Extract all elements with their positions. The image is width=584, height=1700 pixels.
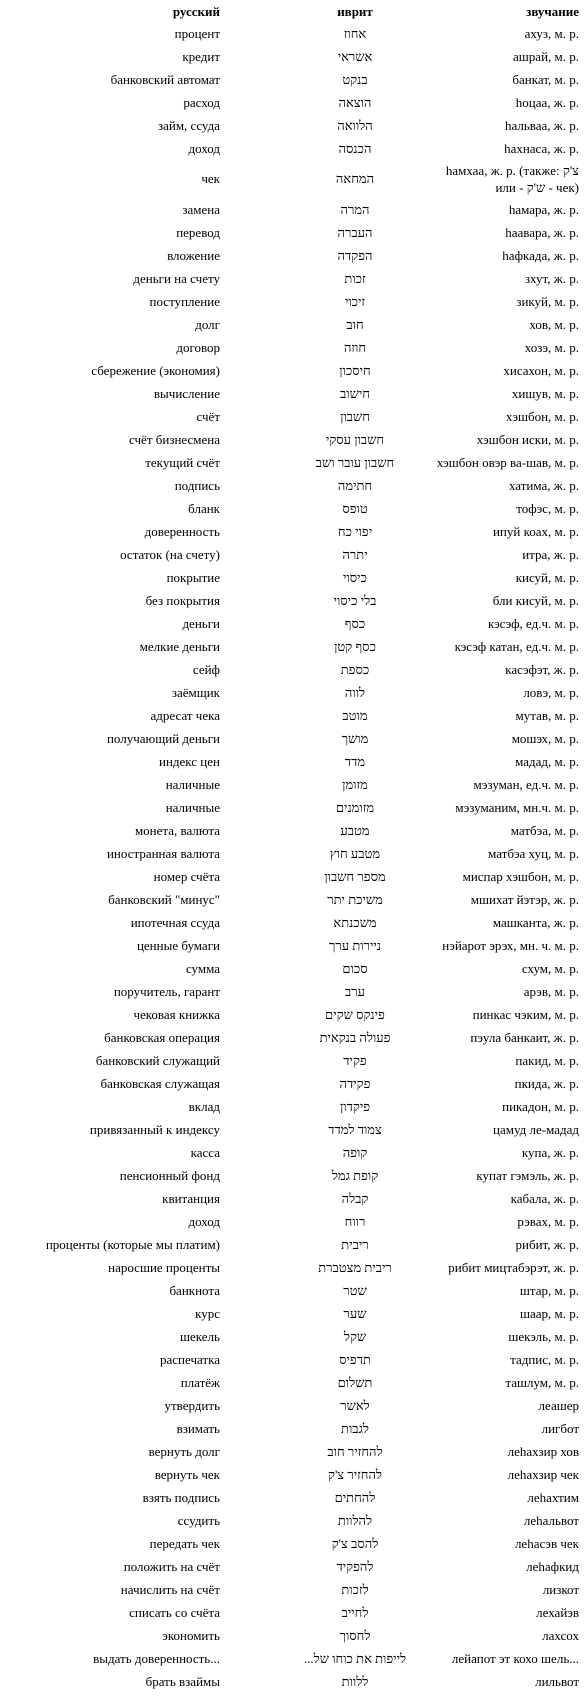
table-row — [0, 750, 584, 773]
hebrew-word: יתרה — [342, 546, 368, 562]
transcription: мутав, м. р. — [515, 707, 579, 723]
russian-word: банковская служащая — [100, 1075, 220, 1091]
russian-word: платёж — [180, 1374, 220, 1390]
transcription: матбэа, м. р. — [510, 822, 579, 838]
transcription: машканта, ж. р. — [492, 914, 579, 930]
table-row — [0, 160, 584, 198]
russian-word: доход — [188, 140, 220, 156]
russian-word: чековая книжка — [133, 1006, 220, 1022]
table-row — [0, 612, 584, 635]
transcription: бли кисуй, м. р. — [492, 592, 579, 608]
table-row — [0, 114, 584, 137]
hebrew-word: הכנסה — [338, 140, 372, 156]
table-row — [0, 1164, 584, 1187]
hebrew-word: לאשר — [340, 1397, 370, 1413]
russian-word: пенсионный фонд — [119, 1167, 220, 1183]
transcription: купа, ж. р. — [521, 1144, 579, 1160]
russian-word: передать чек — [149, 1535, 220, 1551]
russian-word: вернуть чек — [154, 1466, 220, 1482]
table-row — [0, 980, 584, 1003]
table-row — [0, 1670, 584, 1693]
hebrew-word: מזומנים — [335, 799, 375, 815]
table-row — [0, 1417, 584, 1440]
transcription: миспар хэшбон, м. р. — [462, 868, 579, 884]
hebrew-word: חיסכון — [339, 362, 371, 378]
russian-word: положить на счёт — [123, 1558, 220, 1574]
russian-word: покрытие — [166, 569, 220, 585]
transcription: тадпис, м. р. — [510, 1351, 579, 1367]
transcription: лейапот эт кохо шель... — [451, 1650, 579, 1666]
transcription: ташлум, м. р. — [505, 1374, 579, 1390]
hebrew-word: כסף קטן — [334, 638, 376, 654]
transcription: банкат, м. р. — [512, 71, 579, 87]
russian-word: наличные — [165, 776, 220, 792]
table-row — [0, 1647, 584, 1670]
hebrew-word: לזכות — [341, 1581, 369, 1597]
transcription: штар, м. р. — [519, 1282, 579, 1298]
hebrew-word: שקל — [343, 1328, 367, 1344]
russian-word: взять подпись — [142, 1489, 220, 1505]
table-row — [0, 520, 584, 543]
transcription: хэшбон, м. р. — [506, 408, 579, 424]
hebrew-word: תדפיס — [339, 1351, 371, 1367]
hebrew-word: רווח — [344, 1213, 366, 1229]
hebrew-word: קופה — [342, 1144, 368, 1160]
table-row — [0, 727, 584, 750]
russian-word: вычисление — [153, 385, 220, 401]
hebrew-word: משיכת יתר — [327, 891, 383, 907]
transcription: пикадон, м. р. — [502, 1098, 579, 1114]
transcription: hальваа, ж. р. — [504, 117, 579, 133]
table-row — [0, 359, 584, 382]
hebrew-word: המחאה — [335, 171, 375, 186]
russian-word: заёмщик — [171, 684, 220, 700]
hebrew-word: לווה — [344, 684, 366, 700]
transcription: кисуй, м. р. — [515, 569, 579, 585]
hebrew-word: כסף — [344, 615, 366, 631]
transcription: лильвот — [535, 1673, 579, 1689]
table-row — [0, 566, 584, 589]
hebrew-word: לחסוך — [339, 1627, 371, 1643]
russian-word: индекс цен — [159, 753, 220, 769]
transcription: hамхаа, ж. р. (также: צ'ק или - ש'ק - чек) — [445, 163, 579, 195]
russian-word: деньги на счету — [133, 270, 220, 286]
table-row — [0, 957, 584, 980]
hebrew-word: ערב — [345, 983, 366, 999]
hebrew-word: העברה — [337, 224, 373, 240]
russian-word: наросшие проценты — [108, 1259, 220, 1275]
table-row — [0, 1095, 584, 1118]
transcription: hафкада, ж. р. — [502, 247, 579, 263]
table-row — [0, 934, 584, 957]
transcription: ашрай, м. р. — [513, 48, 579, 64]
table-row — [0, 1509, 584, 1532]
transcription: леhальвот — [523, 1512, 579, 1528]
hebrew-word: פקיד — [343, 1052, 367, 1068]
table-row — [0, 1187, 584, 1210]
table-row — [0, 1003, 584, 1026]
russian-word: ценные бумаги — [136, 937, 220, 953]
header-transcription: звучание — [526, 4, 579, 19]
transcription: цамуд ле-мадад — [493, 1121, 579, 1137]
russian-word: начислить на счёт — [120, 1581, 220, 1597]
transcription: итра, ж. р. — [522, 546, 579, 562]
table-row — [0, 796, 584, 819]
hebrew-word: המרה — [340, 201, 370, 217]
russian-word: кредит — [182, 48, 220, 64]
hebrew-word: להחזיר צ'ק — [327, 1466, 383, 1482]
russian-word: касса — [190, 1144, 220, 1160]
russian-word: ссудить — [177, 1512, 220, 1528]
russian-word: брать взаймы — [145, 1673, 220, 1689]
transcription: кэсэф катан, ед.ч. м. р. — [454, 638, 579, 654]
table-row — [0, 819, 584, 842]
table-row — [0, 658, 584, 681]
hebrew-word: תשלום — [337, 1374, 373, 1390]
hebrew-word: מטבע — [340, 822, 370, 838]
transcription: кэсэф, ед.ч. м. р. — [487, 615, 579, 631]
russian-word: выдать доверенность... — [93, 1650, 220, 1666]
hebrew-word: חוב — [346, 316, 364, 332]
russian-word: счёт бизнесмена — [129, 431, 220, 447]
hebrew-word: מושך — [341, 730, 369, 746]
transcription: леhахтим — [527, 1489, 579, 1505]
russian-word: деньги — [182, 615, 220, 631]
transcription: леhафкид — [526, 1558, 579, 1574]
table-row — [0, 1118, 584, 1141]
transcription: пакид, м. р. — [515, 1052, 579, 1068]
hebrew-word: להחזיר חוב — [327, 1443, 383, 1459]
russian-word: займ, ссуда — [157, 117, 220, 133]
russian-word: банковский автомат — [110, 71, 220, 87]
russian-word: монета, валюта — [134, 822, 220, 838]
russian-word: остаток (на счету) — [120, 546, 220, 562]
hebrew-word: כיסוי — [343, 569, 367, 585]
hebrew-word: זיכוי — [344, 293, 366, 309]
transcription: зикуй, м. р. — [516, 293, 579, 309]
table-row — [0, 313, 584, 336]
transcription: леашер — [538, 1397, 579, 1413]
hebrew-word: אחוז — [343, 25, 367, 41]
russian-word: банковский "минус" — [108, 891, 220, 907]
russian-word: бланк — [188, 500, 220, 516]
russian-word: сбережение (экономия) — [91, 362, 220, 378]
russian-word: договор — [176, 339, 220, 355]
transcription: схум, м. р. — [521, 960, 579, 976]
russian-word: адресат чека — [150, 707, 220, 723]
transcription: хов, м. р. — [529, 316, 579, 332]
transcription: мэзуман, ед.ч. м. р. — [473, 776, 579, 792]
russian-word: шекель — [180, 1328, 220, 1344]
hebrew-word: שער — [343, 1305, 367, 1321]
transcription: пинкас чэким, м. р. — [472, 1006, 579, 1022]
transcription: хэшбон овэр ва-шав, м. р. — [436, 454, 579, 470]
hebrew-word: חוזה — [343, 339, 367, 355]
transcription: hаавара, ж. р. — [505, 224, 579, 240]
transcription: тофэс, м. р. — [516, 500, 579, 516]
transcription: касэфэт, ж. р. — [505, 661, 579, 677]
hebrew-word: חישוב — [340, 385, 370, 401]
russian-word: курс — [195, 1305, 220, 1321]
russian-word: перевод — [176, 224, 220, 240]
hebrew-word: לייפות את כוחו של... — [303, 1650, 407, 1666]
hebrew-word: זכות — [344, 270, 366, 286]
russian-word: доход — [188, 1213, 220, 1229]
table-row — [0, 267, 584, 290]
table-row — [0, 1302, 584, 1325]
table-row — [0, 888, 584, 911]
hebrew-word: חשבון עסקי — [325, 431, 385, 447]
russian-word: процент — [174, 25, 220, 41]
transcription: пэула банкаит, ж. р. — [470, 1029, 579, 1045]
table-row — [0, 428, 584, 451]
transcription: hамара, ж. р. — [508, 201, 579, 217]
russian-word: вклад — [188, 1098, 220, 1114]
transcription: хатима, ж. р. — [508, 477, 579, 493]
transcription: мадад, м. р. — [515, 753, 579, 769]
table-row — [0, 865, 584, 888]
hebrew-word: בלי כיסוי — [333, 592, 377, 608]
table-row — [0, 842, 584, 865]
transcription: матбэа хуц, м. р. — [488, 845, 579, 861]
transcription: мошэх, м. р. — [511, 730, 579, 746]
hebrew-word: להפקיד — [336, 1558, 374, 1574]
russian-word: чек — [201, 171, 220, 186]
russian-word: банковская операция — [104, 1029, 220, 1045]
russian-word: расход — [183, 94, 220, 110]
hebrew-word: פקידה — [339, 1075, 371, 1091]
russian-word: взимать — [176, 1420, 220, 1436]
table-row — [0, 91, 584, 114]
hebrew-word: טופס — [342, 500, 368, 516]
russian-word: экономить — [162, 1627, 220, 1643]
transcription: нэйарот эрэх, мн. ч. м. р. — [442, 937, 579, 953]
table-row — [0, 497, 584, 520]
table-row — [0, 1624, 584, 1647]
transcription: рибит, ж. р. — [515, 1236, 579, 1252]
table-row — [0, 1233, 584, 1256]
transcription: леhахзир хов — [507, 1443, 579, 1459]
hebrew-word: פיקדון — [339, 1098, 371, 1114]
table-row — [0, 1555, 584, 1578]
hebrew-word: שטר — [343, 1282, 367, 1298]
russian-word: поручитель, гарант — [113, 983, 220, 999]
table-row — [0, 336, 584, 359]
transcription: хишув, м. р. — [511, 385, 579, 401]
table-row — [0, 290, 584, 313]
russian-word: сумма — [185, 960, 220, 976]
hebrew-word: צמוד למדד — [328, 1121, 382, 1137]
hebrew-word: הלוואה — [337, 117, 373, 133]
russian-word: получающий деньги — [106, 730, 220, 746]
hebrew-word: קופת גמל — [331, 1167, 379, 1183]
hebrew-word: פינקס שקים — [325, 1006, 385, 1022]
hebrew-word: יפוי כח — [337, 523, 373, 539]
table-row — [0, 1279, 584, 1302]
transcription: зхут, ж. р. — [524, 270, 579, 286]
hebrew-word: בנקט — [342, 71, 368, 87]
transcription: купат гэмэль, ж. р. — [476, 1167, 579, 1183]
hebrew-word: לחייב — [341, 1604, 369, 1620]
table-row — [0, 382, 584, 405]
transcription: ловэ, м. р. — [523, 684, 579, 700]
hebrew-word: מזומן — [342, 776, 368, 792]
table-row — [0, 45, 584, 68]
hebrew-word: חתימה — [337, 477, 373, 493]
table-row — [0, 1256, 584, 1279]
table-row — [0, 22, 584, 45]
transcription: мэзуманим, мн.ч. м. р. — [455, 799, 579, 815]
transcription: лахсох — [542, 1627, 579, 1643]
table-row — [0, 1532, 584, 1555]
russian-word: проценты (которые мы платим) — [45, 1236, 220, 1252]
transcription: лехайэв — [536, 1604, 579, 1620]
transcription: хисахон, м. р. — [503, 362, 579, 378]
hebrew-word: מטבע חוץ — [329, 845, 381, 861]
table-row — [0, 1141, 584, 1164]
hebrew-word: ריבית — [341, 1236, 369, 1252]
russian-word: ипотечная ссуда — [130, 914, 220, 930]
hebrew-word: משכנתא — [333, 914, 377, 930]
table-row — [0, 198, 584, 221]
hebrew-word: אשראי — [337, 48, 373, 64]
russian-word: распечатка — [160, 1351, 220, 1367]
table-row — [0, 1463, 584, 1486]
russian-word: банковский служащий — [95, 1052, 220, 1068]
russian-word: поступление — [149, 293, 220, 309]
russian-word: подпись — [174, 477, 220, 493]
table-row — [0, 704, 584, 727]
table-row — [0, 451, 584, 474]
table-row — [0, 543, 584, 566]
hebrew-word: לגבות — [341, 1420, 369, 1436]
table-row — [0, 1072, 584, 1095]
russian-word: списать со счёта — [129, 1604, 220, 1620]
header-russian: русский — [172, 4, 220, 19]
transcription: hоцаа, ж. р. — [515, 94, 579, 110]
transcription: лизкот — [542, 1581, 579, 1597]
russian-word: вложение — [167, 247, 220, 263]
table-row — [0, 1210, 584, 1233]
hebrew-word: חשבון עובר ושב — [315, 454, 395, 470]
table-row — [0, 221, 584, 244]
russian-word: доверенность — [144, 523, 220, 539]
table-row — [0, 474, 584, 497]
hebrew-word: הפקדה — [337, 247, 373, 263]
table-row — [0, 1371, 584, 1394]
russian-word: номер счёта — [153, 868, 220, 884]
table-row — [0, 244, 584, 267]
transcription: кабала, ж. р. — [510, 1190, 579, 1206]
russian-word: мелкие деньги — [139, 638, 220, 654]
hebrew-word: כספת — [340, 661, 370, 677]
russian-word: иностранная валюта — [106, 845, 220, 861]
russian-word: счёт — [196, 408, 220, 424]
hebrew-word: פעולה בנקאית — [319, 1029, 391, 1045]
russian-word: банкнота — [169, 1282, 220, 1298]
table-row — [0, 589, 584, 612]
transcription: мшихат йэтэр, ж. р. — [470, 891, 579, 907]
hebrew-word: הוצאה — [338, 94, 372, 110]
russian-word: без покрытия — [145, 592, 220, 608]
transcription: пкида, ж. р. — [514, 1075, 579, 1091]
russian-word: сейф — [192, 661, 220, 677]
table-row — [0, 1049, 584, 1072]
transcription: шекэль, м. р. — [508, 1328, 579, 1344]
hebrew-word: מדד — [344, 753, 366, 769]
transcription: арэв, м. р. — [523, 983, 579, 999]
table-row — [0, 635, 584, 658]
table-row — [0, 1440, 584, 1463]
russian-word: утвердить — [164, 1397, 220, 1413]
russian-word: долг — [195, 316, 220, 332]
russian-word: текущий счёт — [145, 454, 220, 470]
table-row — [0, 911, 584, 934]
table-row — [0, 681, 584, 704]
transcription: шаар, м. р. — [519, 1305, 579, 1321]
hebrew-word: מספר חשבון — [324, 868, 386, 884]
table-row — [0, 68, 584, 91]
hebrew-word: להחתים — [334, 1489, 376, 1505]
transcription: хозэ, м. р. — [524, 339, 579, 355]
hebrew-word: סכום — [342, 960, 368, 976]
hebrew-word: ניירות ערך — [328, 937, 382, 953]
hebrew-word: ריבית מצטברת — [318, 1259, 392, 1275]
hebrew-word: קבלה — [341, 1190, 369, 1206]
russian-word: квитанция — [162, 1190, 220, 1206]
table-row — [0, 1325, 584, 1348]
hebrew-word: חשבון — [340, 408, 370, 424]
table-row — [0, 1348, 584, 1371]
hebrew-word: ללוות — [341, 1673, 369, 1689]
table-row — [0, 1486, 584, 1509]
table-row — [0, 1026, 584, 1049]
hebrew-word: להסב צ'ק — [331, 1535, 379, 1551]
transcription: лигбот — [541, 1420, 579, 1436]
table-row — [0, 405, 584, 428]
hebrew-word: להלוות — [337, 1512, 373, 1528]
hebrew-word: מוטב — [342, 707, 368, 723]
header-hebrew: иврит — [337, 4, 373, 19]
table-row — [0, 1394, 584, 1417]
transcription: ахуз, м. р. — [524, 25, 579, 41]
transcription: леhасэв чек — [514, 1535, 579, 1551]
russian-word: вернуть долг — [148, 1443, 220, 1459]
table-row — [0, 137, 584, 160]
table-row — [0, 1601, 584, 1624]
table-row — [0, 1578, 584, 1601]
transcription: рибит мицтабэрэт, ж. р. — [448, 1259, 579, 1275]
russian-word: замена — [182, 201, 220, 217]
transcription: ипуй коах, м. р. — [492, 523, 579, 539]
transcription: рэвах, м. р. — [517, 1213, 579, 1229]
transcription: хэшбон иски, м. р. — [476, 431, 579, 447]
transcription: леhахзир чек — [507, 1466, 579, 1482]
russian-word: наличные — [165, 799, 220, 815]
table-row — [0, 773, 584, 796]
russian-word: привязанный к индексу — [89, 1121, 220, 1137]
transcription: hахнаса, ж. р. — [504, 140, 579, 156]
